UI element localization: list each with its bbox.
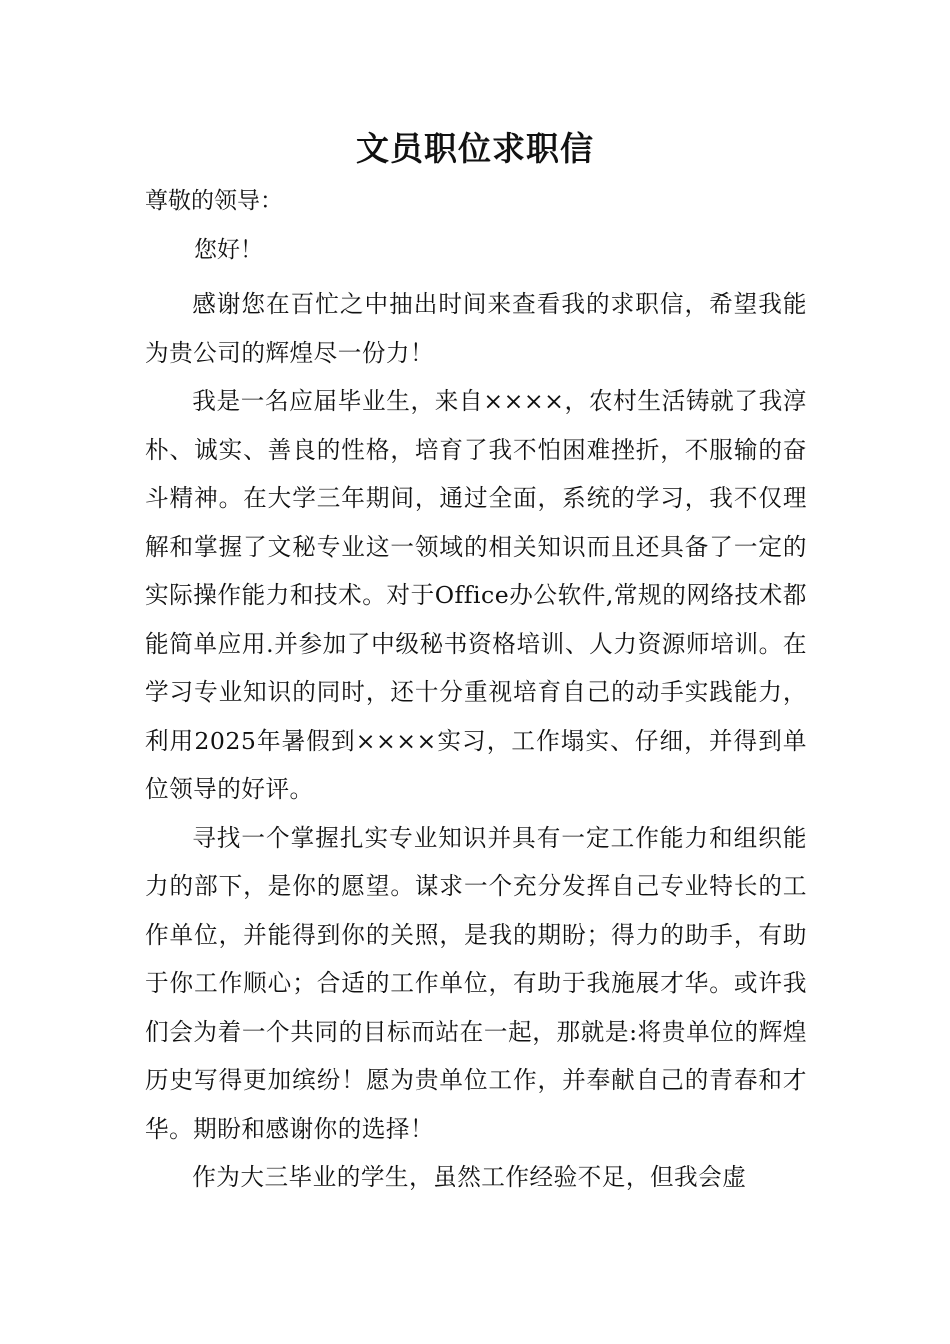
- letter-body: [145, 280, 807, 1202]
- paragraph-aspiration: 寻找一个掌握扎实专业知识并具有一定工作能力和组织能力的部下，是你的愿望。谋求一个充分发挥自己专业特长的工作单位，并能得到你的关照，是我的期盼；得力的助手，有助于你工作顺心；合适的工作单位，有助于我施展才华。或许我们会为着一个共同的目标而站在一起，那就是:将贵单位的辉煌历史写得更加缤纷！愿为贵单位工作，并奉献自己的青春和才华。期盼和感谢你的选择！: [145, 823, 807, 1143]
- paragraph-closing: 作为大三毕业的学生，虽然工作经验不足，但我会虚: [192, 1163, 747, 1191]
- salutation: 尊敬的领导：: [145, 188, 283, 214]
- paragraph-background: 我是一名应届毕业生，来自××××，农村生活铸就了我淳朴、诚实、善良的性格，培育了我不怕困难挫折，不服输的奋斗精神。在大学三年期间，通过全面，系统的学习，我不仅理解和掌握了文秘专业这一领域的相关知识而且还具备了一定的实际操作能力和技术。对于Office办公软件,常规的网络技术都能简单应用.并参加了中级秘书资格培训、人力资源师培训。在学习专业知识的同时，还十分重视培育自己的动手实践能力，利用2025年暑假到××××实习，工作塌实、仔细，并得到单位领导的好评。: [145, 387, 807, 803]
- paragraph-thanks: 感谢您在百忙之中抽出时间来查看我的求职信，希望我能为贵公司的辉煌尽一份力！: [145, 290, 807, 367]
- document-title: 文员职位求职信: [356, 129, 594, 168]
- greeting: 您好！: [194, 237, 263, 263]
